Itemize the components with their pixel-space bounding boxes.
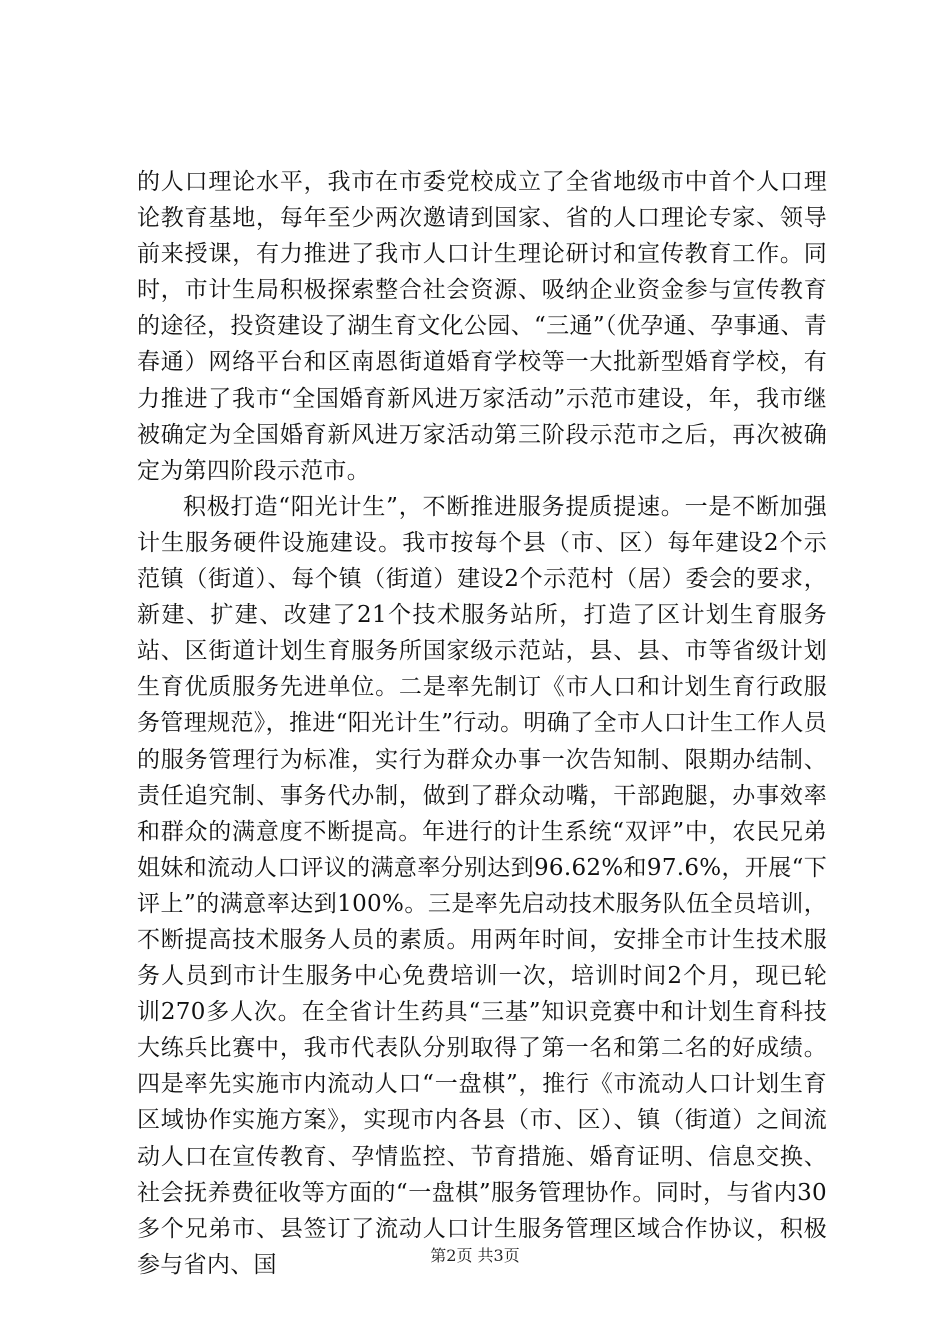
body-paragraph-1: 的人口理论水平，我市在市委党校成立了全省地级市中首个人口理论教育基地，每年至少两次邀请到国家、省的人口理论专家、领导前来授课，有力推进了我市人口计生理论研讨和宣传教育工作。同时，市计生局积极探索整合社会资源、吸纳企业资金参与宣传教育的途径，投资建设了湖生育文化公园、“三通”（优孕通、孕事通、青春通）网络平台和区南恩街道婚育学校等一大批新型婚育学校，有力推进了我市“全国婚育新风进万家活动”示范市建设，年，我市继被确定为全国婚育新风进万家活动第三阶段示范市之后，再次被确定为第四阶段示范市。 <box>137 169 827 484</box>
document-body <box>137 164 827 1283</box>
body-paragraph-2: 积极打造“阳光计生”，不断推进服务提质提速。一是不断加强计生服务硬件设施建设。我市按每个县（市、区）每年建设2个示范镇（街道）、每个镇（街道）建设2个示范村（居）委会的要求，新建、扩建、改建了21个技术服务站所，打造了区计划生育服务站、区街道计划生育服务所国家级示范站，县、县、市等省级计划生育优质服务先进单位。二是率先制订《市人口和计划生育行政服务管理规范》，推进“阳光计生”行动。明确了全市人口计生工作人员的服务管理行为标准，实行为群众办事一次告知制、限期办结制、责任追究制、事务代办制，做到了群众动嘴，干部跑腿，办事效率和群众的满意度不断提高。年进行的计生系统“双评”中，农民兄弟姐妹和流动人口评议的满意率分别达到96.62%和97.6%，开展“下评上”的满意率达到100%。三是率先启动技术服务队伍全员培训，不断提高技术服务人员的素质。用两年时间，安排全市计生技术服务人员到市计生服务中心免费培训一次，培训时间2个月，现已轮训270多人次。在全省计生药具“三基”知识竞赛中和计划生育科技大练兵比赛中，我市代表队分别取得了第一名和第二名的好成绩。四是率先实施市内流动人口“一盘棋”，推行《市流动人口计划生育区域协作实施方案》，实现市内各县（市、区）、镇（街道）之间流动人口在宣传教育、孕情监控、节育措施、婚育证明、信息交换、社会抚养费征收等方面的“一盘棋”服务管理协作。同时，与省内30多个兄弟市、县签订了流动人口计生服务管理区域合作协议，积极参与省内、国 <box>137 493 827 1278</box>
page-number-footer: 第2页 共3页 <box>430 1246 520 1265</box>
